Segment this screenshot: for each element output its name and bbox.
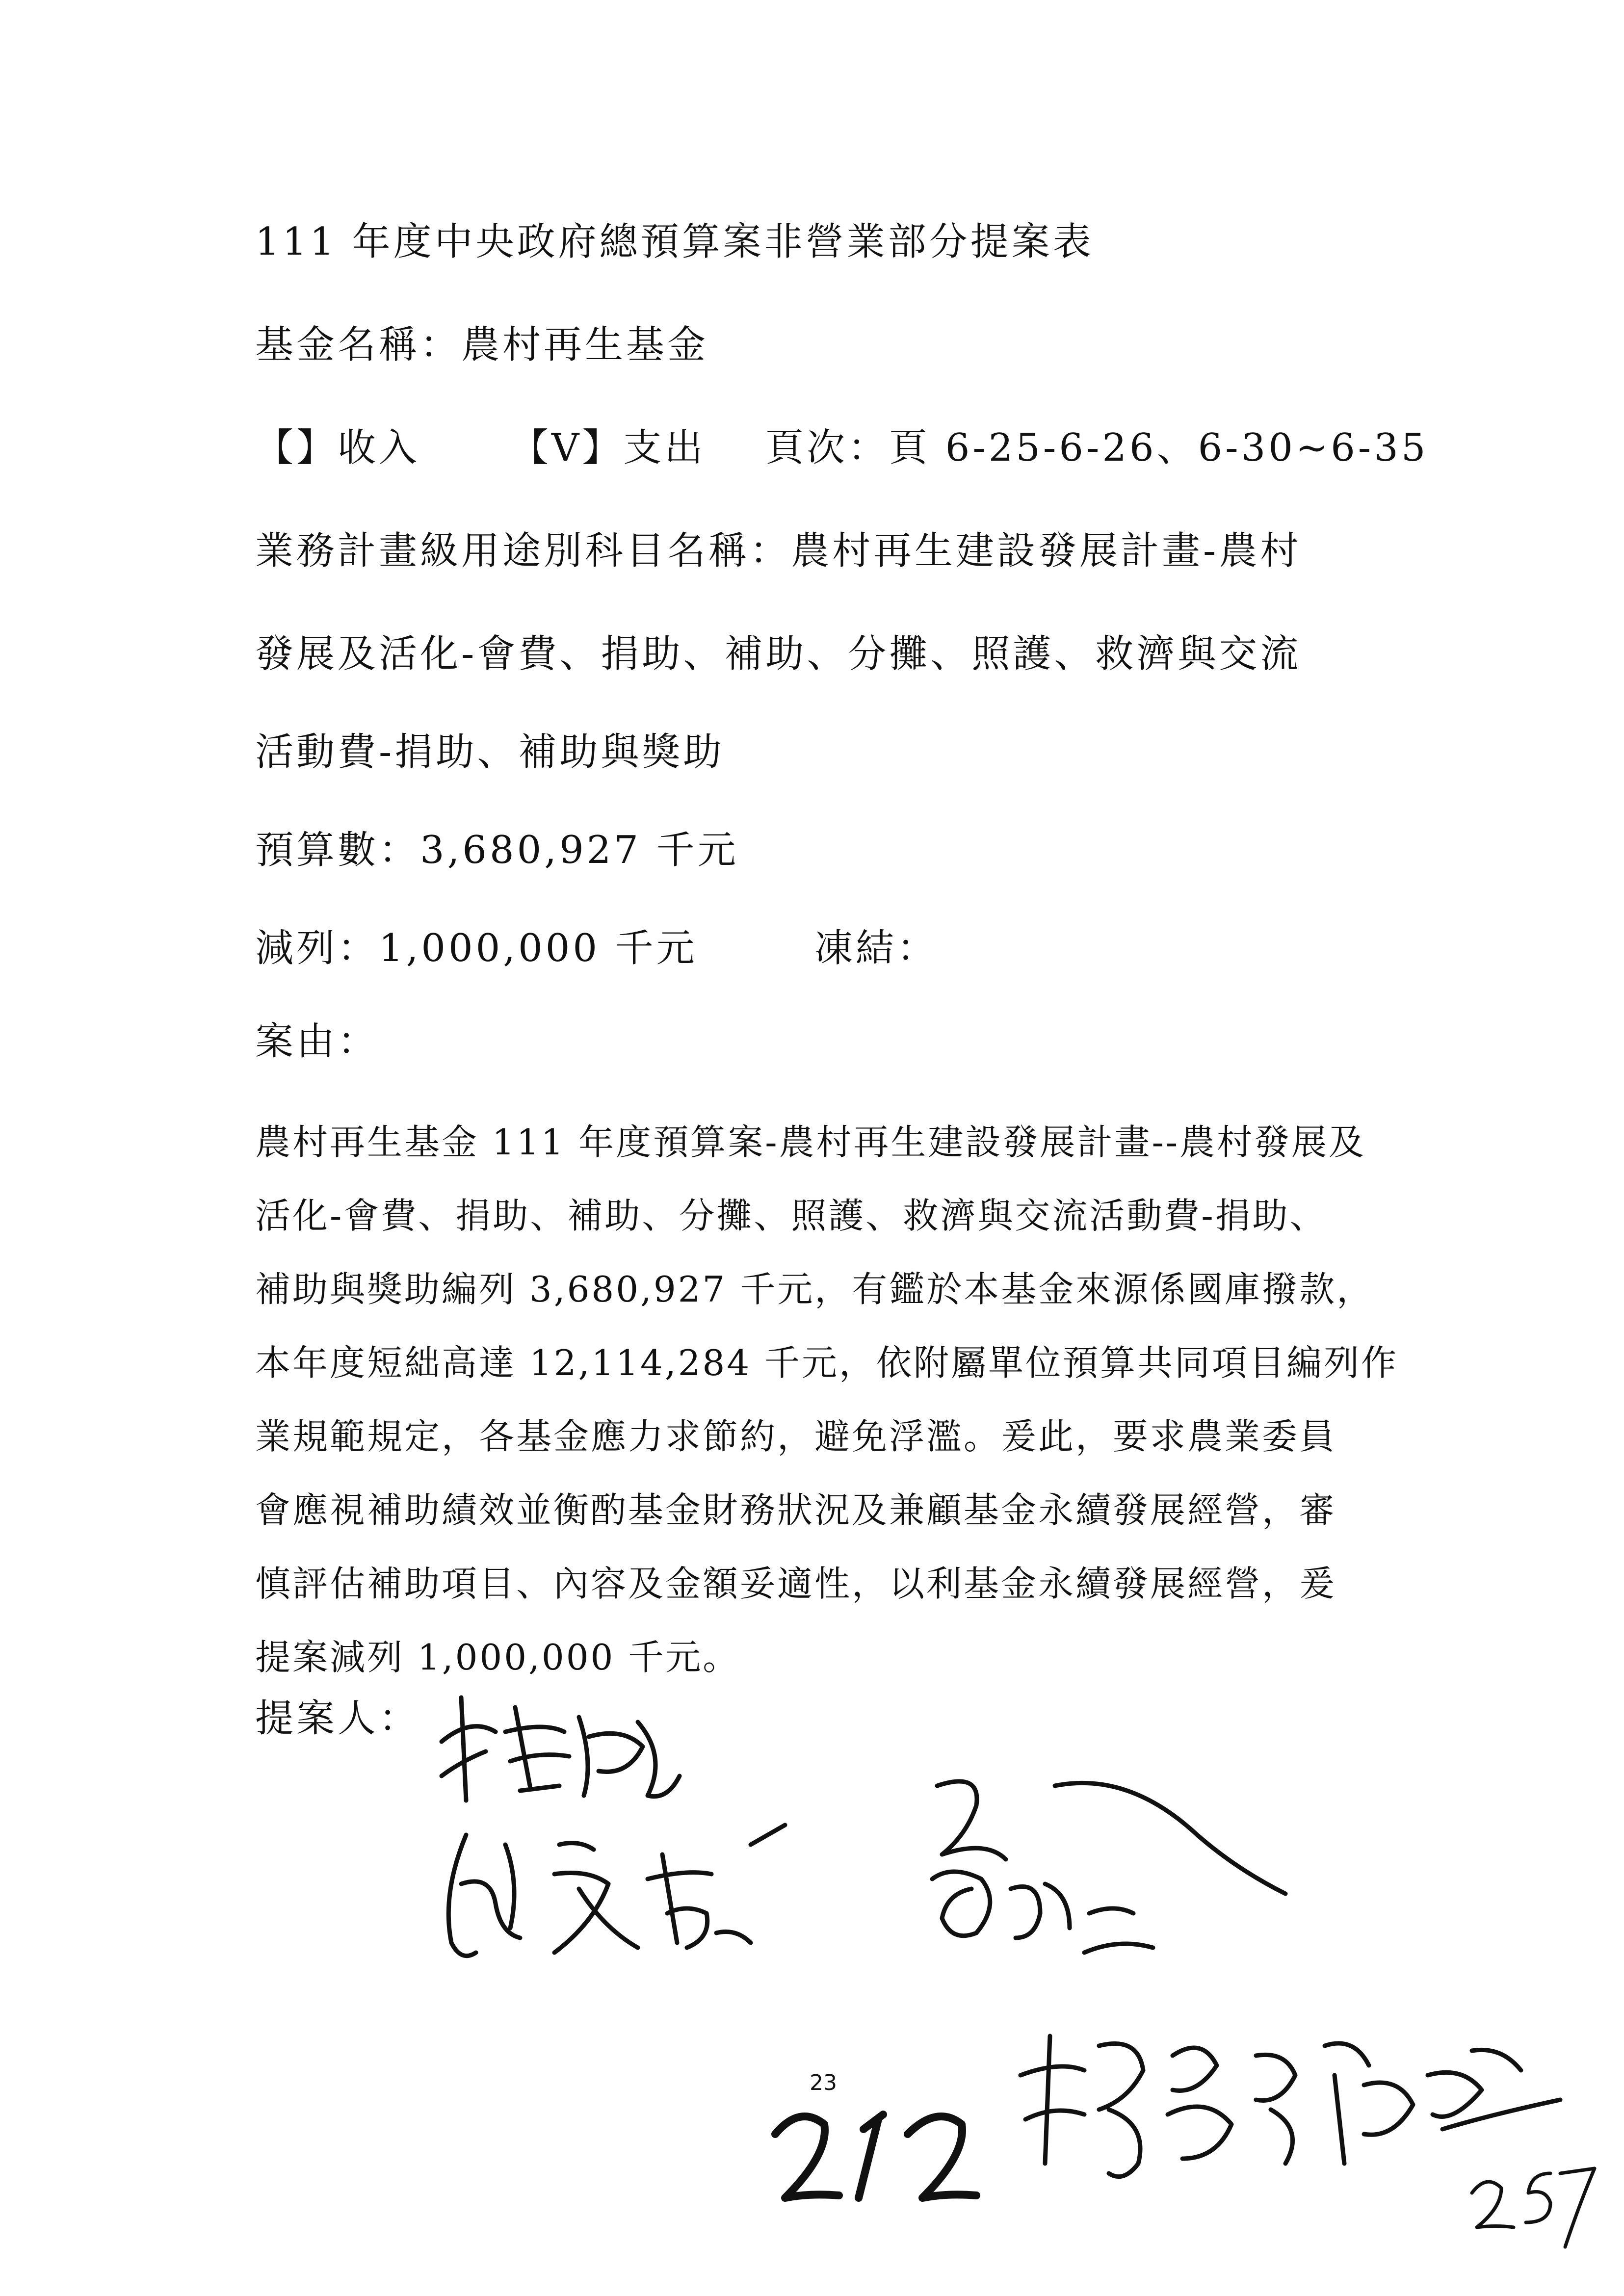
freeze-amount: 凍結： — [814, 926, 939, 970]
option-income: 【】收入 — [255, 426, 420, 470]
reason-line: 補助與獎助編列 3,680,927 千元，有鑑於本基金來源係國庫撥款， — [255, 1269, 1374, 1310]
reason-line: 慎評估補助項目、內容及金額妥適性，以利基金永續發展經營，爰 — [255, 1563, 1337, 1604]
reason-line: 本年度短絀高達 12,114,284 千元，依附屬單位預算共同項目編列作 — [255, 1342, 1399, 1383]
reason-label: 案由： — [255, 1019, 379, 1064]
signature-2 — [432, 1815, 805, 1972]
subject-name-line-3: 活動費-捐助、補助與獎助 — [255, 730, 725, 774]
reason-line: 業規範規定，各基金應力求節約，避免浮濫。爰此，要求農業委員 — [255, 1416, 1337, 1457]
page-reference: 頁次：頁 6-25-6-26、6-30~6-35 — [765, 426, 1429, 470]
fund-name: 基金名稱：農村再生基金 — [255, 323, 709, 367]
document-title: 111 年度中央政府總預算案非營業部分提案表 — [255, 220, 1094, 264]
budget-amount: 預算數：3,680,927 千元 — [255, 828, 739, 872]
signature-1 — [432, 1678, 687, 1810]
reduction-amount: 減列：1,000,000 千元 — [255, 926, 698, 970]
option-expense: 【V】支出 — [510, 426, 706, 470]
subject-name-line-1: 業務計畫級用途別科目名稱：農村再生建設發展計畫-農村 — [255, 529, 1302, 573]
reason-line: 農村再生基金 111 年度預算案-農村再生建設發展計畫--農村發展及 — [255, 1122, 1366, 1163]
handwritten-page-number — [765, 2100, 981, 2213]
signature-3 — [922, 1766, 1295, 1977]
printed-page-number: 23 — [810, 2070, 837, 2095]
reason-line: 活化-會費、捐助、補助、分攤、照護、救濟與交流活動費-捐助、 — [255, 1195, 1327, 1236]
subject-name-line-2: 發展及活化-會費、捐助、補助、分攤、照護、救濟與交流 — [255, 632, 1302, 676]
reason-line: 提案減列 1,000,000 千元。 — [255, 1637, 740, 1678]
corner-number — [1467, 2154, 1599, 2252]
proposer-label: 提案人： — [255, 1696, 420, 1741]
reason-line: 會應視補助績效並衡酌基金財務狀況及兼顧基金永續發展經營，審 — [255, 1489, 1337, 1531]
